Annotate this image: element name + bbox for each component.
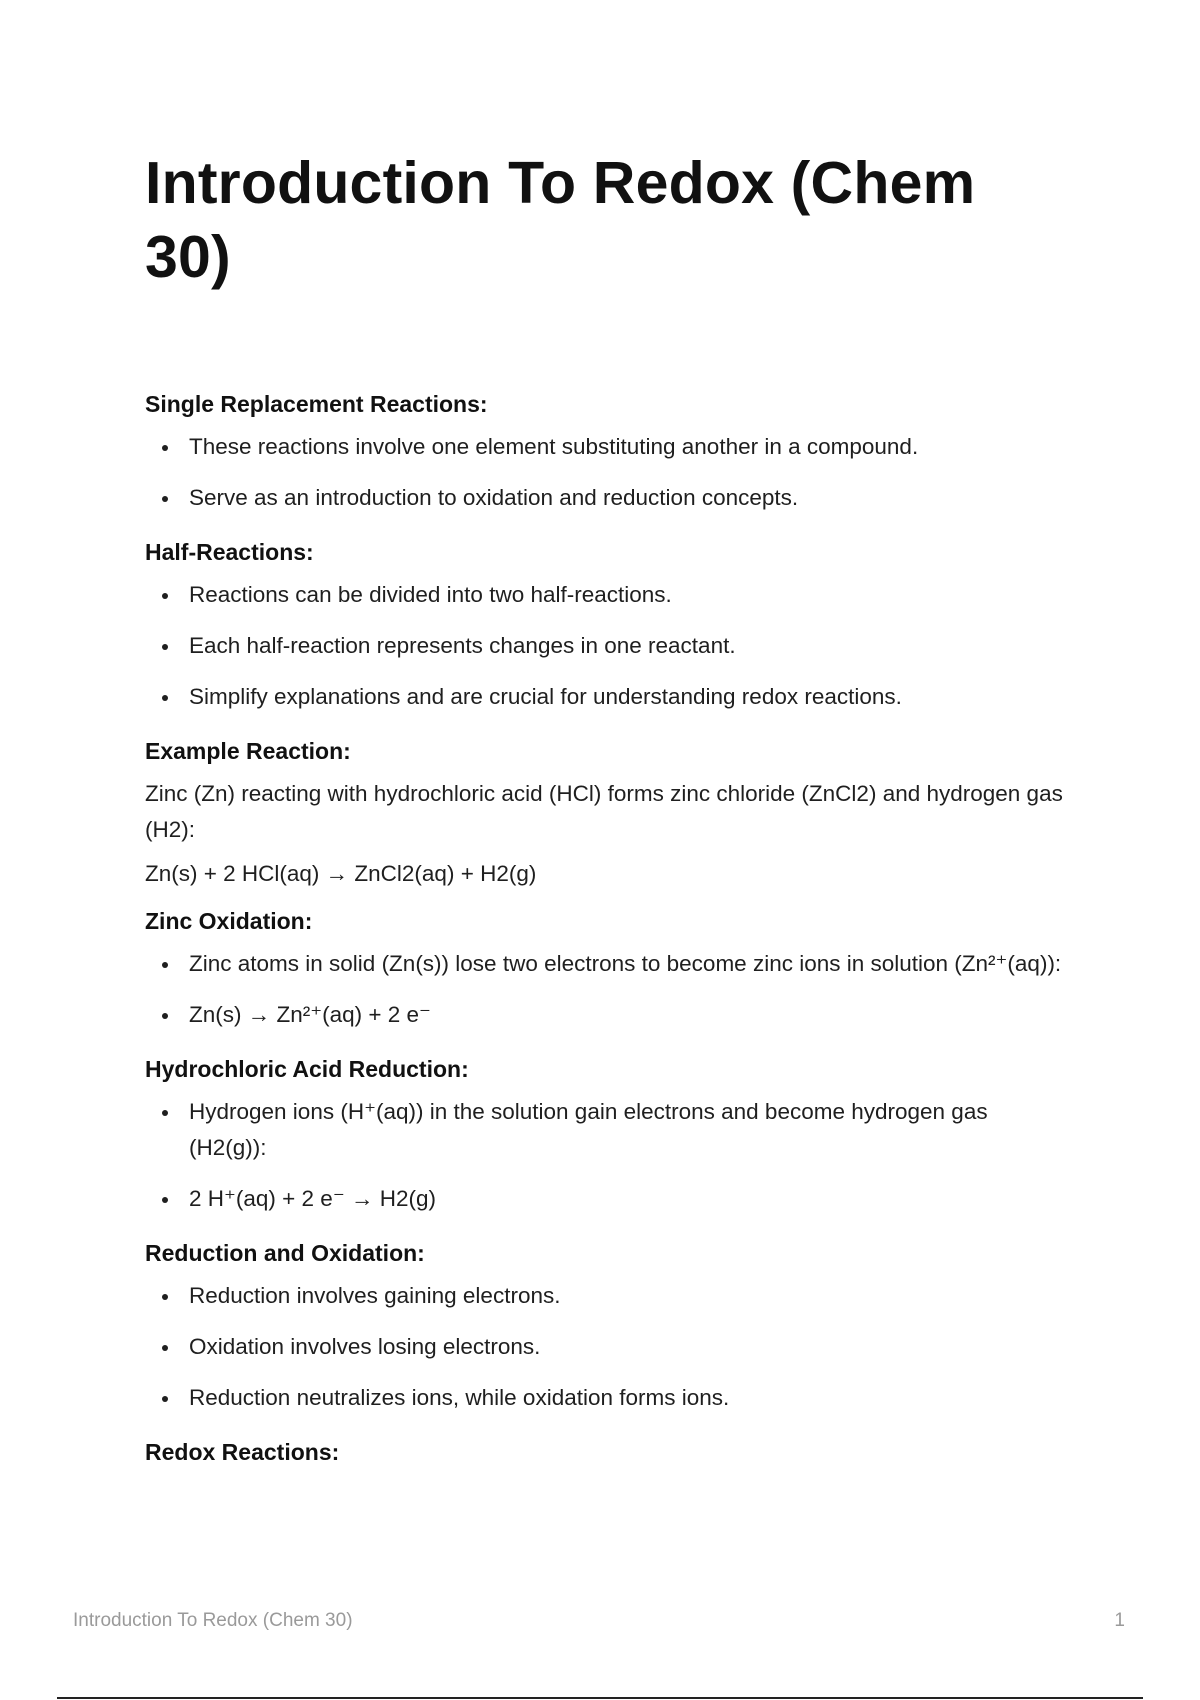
bullet-icon bbox=[162, 1013, 168, 1019]
list-item-text: Each half-reaction represents changes in one reactant. bbox=[189, 633, 736, 658]
list-item bbox=[145, 997, 1065, 1033]
bullet-icon bbox=[162, 1294, 168, 1300]
bullet-list bbox=[145, 577, 1065, 715]
list-item-text: Reactions can be divided into two half-reactions. bbox=[189, 582, 672, 607]
section-heading: Half-Reactions: bbox=[145, 539, 314, 565]
section-example-reaction bbox=[145, 730, 1065, 892]
bullet-icon bbox=[162, 1345, 168, 1351]
bullet-list bbox=[145, 946, 1065, 1033]
list-item bbox=[145, 577, 1065, 613]
section-heading: Reduction and Oxidation: bbox=[145, 1240, 425, 1266]
bullet-icon bbox=[162, 593, 168, 599]
footer-divider bbox=[57, 1697, 1143, 1699]
bullet-icon bbox=[162, 962, 168, 968]
list-item-text: Serve as an introduction to oxidation and reduction concepts. bbox=[189, 485, 799, 510]
document-body bbox=[145, 383, 1065, 1473]
section-reduction-oxidation bbox=[145, 1232, 1065, 1416]
page-number: 1 bbox=[1114, 1610, 1125, 1631]
list-item-text: 2 H⁺(aq) + 2 e⁻ → H2(g) bbox=[189, 1186, 436, 1211]
section-redox-reactions bbox=[145, 1431, 1065, 1473]
list-item bbox=[145, 1278, 1065, 1314]
bullet-list bbox=[145, 429, 1065, 516]
section-half-reactions bbox=[145, 531, 1065, 715]
bullet-icon bbox=[162, 445, 168, 451]
list-item-text: These reactions involve one element substituting another in a compound. bbox=[189, 434, 919, 459]
bullet-icon bbox=[162, 644, 168, 650]
list-item bbox=[145, 679, 1065, 715]
list-item-text: Reduction involves gaining electrons. bbox=[189, 1283, 561, 1308]
bullet-icon bbox=[162, 1110, 168, 1116]
list-item bbox=[145, 1181, 1065, 1217]
list-item-text: Zn(s) → Zn²⁺(aq) + 2 e⁻ bbox=[189, 1002, 431, 1027]
bullet-icon bbox=[162, 695, 168, 701]
equation: Zn(s) + 2 HCl(aq) → ZnCl2(aq) + H2(g) bbox=[145, 861, 537, 886]
footer-title: Introduction To Redox (Chem 30) bbox=[73, 1610, 353, 1631]
section-heading: Hydrochloric Acid Reduction: bbox=[145, 1056, 469, 1082]
list-item bbox=[145, 480, 1065, 516]
list-item bbox=[145, 946, 1065, 982]
list-item-text: Reduction neutralizes ions, while oxidation forms ions. bbox=[189, 1385, 730, 1410]
bullet-icon bbox=[162, 1396, 168, 1402]
list-item bbox=[145, 1380, 1065, 1416]
section-single-replacement bbox=[145, 383, 1065, 516]
bullet-icon bbox=[162, 496, 168, 502]
list-item-text: Hydrogen ions (H⁺(aq)) in the solution gain electrons and become hydrogen gas (H2(g)): bbox=[189, 1099, 988, 1160]
section-heading: Zinc Oxidation: bbox=[145, 908, 313, 934]
list-item bbox=[145, 1094, 1065, 1166]
section-heading: Single Replacement Reactions: bbox=[145, 391, 488, 417]
bullet-icon bbox=[162, 1197, 168, 1203]
list-item-text: Simplify explanations and are crucial for understanding redox reactions. bbox=[189, 684, 902, 709]
list-item-text: Oxidation involves losing electrons. bbox=[189, 1334, 541, 1359]
list-item bbox=[145, 1329, 1065, 1365]
section-hcl-reduction bbox=[145, 1048, 1065, 1217]
paragraph: Zinc (Zn) reacting with hydrochloric acid (HCl) forms zinc chloride (ZnCl2) and hydrogen gas (H2): bbox=[145, 781, 1063, 842]
section-zinc-oxidation bbox=[145, 900, 1065, 1033]
page-title: Introduction To Redox (Chem 30) bbox=[145, 150, 976, 290]
section-heading: Example Reaction: bbox=[145, 738, 351, 764]
list-item bbox=[145, 628, 1065, 664]
list-item bbox=[145, 429, 1065, 465]
bullet-list bbox=[145, 1094, 1065, 1217]
list-item-text: Zinc atoms in solid (Zn(s)) lose two electrons to become zinc ions in solution (Zn²⁺(aq)): bbox=[189, 951, 1062, 976]
bullet-list bbox=[145, 1278, 1065, 1416]
section-heading: Redox Reactions: bbox=[145, 1439, 340, 1465]
